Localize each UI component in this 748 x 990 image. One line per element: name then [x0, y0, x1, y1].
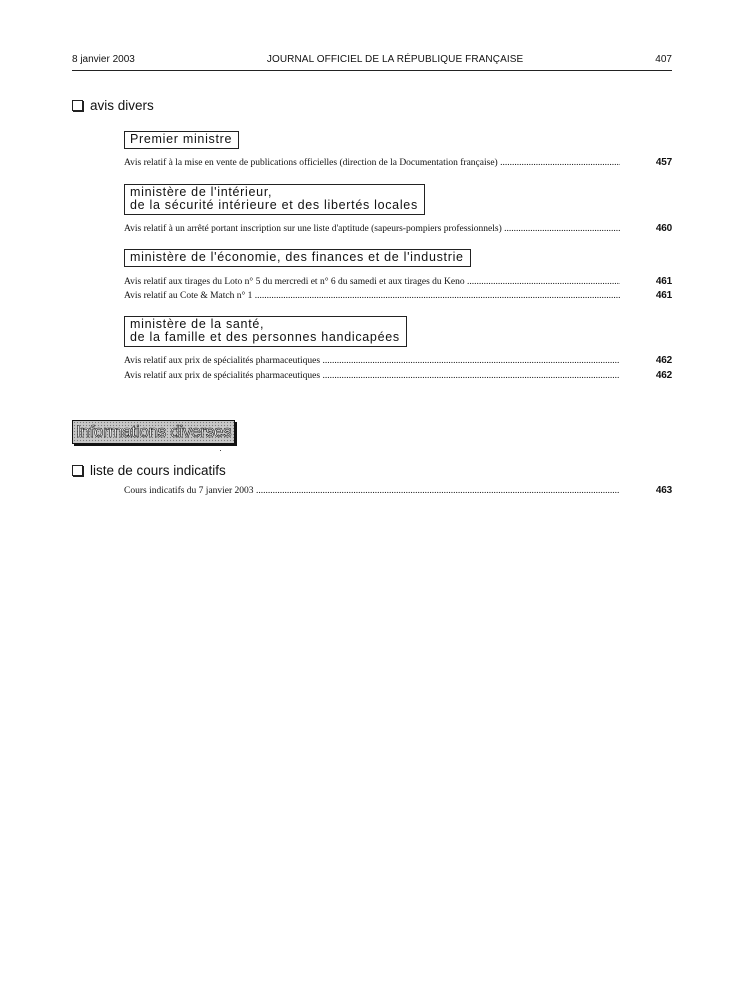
toc-entry[interactable]	[124, 222, 672, 235]
header-journal-title: JOURNAL OFFICIEL DE LA RÉPUBLIQUE FRANÇAISE	[266, 53, 524, 65]
section-heading-label: avis divers	[90, 98, 154, 113]
ministry-box-sante	[124, 316, 407, 347]
entry-page-number: 462	[655, 370, 672, 381]
entry-title: Avis relatif au Cote & Match n° 1 .....	[124, 290, 620, 303]
checkbox-bullet-icon	[72, 100, 83, 111]
ministry-box-premier-ministre	[124, 131, 239, 149]
ministry-label: ministère de l'économie, des finances et de l'industrie	[130, 250, 464, 264]
entry-page-number: 460	[655, 223, 672, 234]
entry-title: Avis relatif aux tirages du Loto n° 5 du mercredi et n° 6 du samedi et aux tirages du Keno .....	[124, 276, 620, 289]
ministry-label-line-1: ministère de l'intérieur,	[130, 185, 273, 199]
entry-title: Avis relatif à un arrêté portant inscription sur une liste d'aptitude (sapeurs-pompiers professionnels) .....	[124, 223, 620, 236]
entry-page-number: 462	[655, 355, 672, 366]
entry-title: Cours indicatifs du 7 janvier 2003 .....	[124, 485, 620, 498]
ministry-label-line-1: ministère de la santé,	[130, 317, 265, 331]
ministry-box-interieur	[124, 184, 425, 215]
page-header	[72, 50, 672, 68]
entry-title: Avis relatif à la mise en vente de publications officielles (direction de la Documentation française) .....	[124, 157, 620, 170]
section-heading-cours-indicatifs	[72, 463, 226, 478]
entry-title: Avis relatif aux prix de spécialités pharmaceutiques .....	[124, 370, 620, 383]
toc-entry[interactable]	[124, 354, 672, 367]
print-speck	[220, 450, 221, 451]
header-date: 8 janvier 2003	[72, 53, 135, 65]
ministry-label-line-2: de la famille et des personnes handicapées	[130, 330, 400, 344]
toc-entry[interactable]	[124, 484, 672, 497]
section-banner-informations-diverses: Informations diverses	[72, 420, 235, 444]
ministry-label-line-2: de la sécurité intérieure et des libertés locales	[130, 198, 418, 212]
toc-entry[interactable]	[124, 289, 672, 302]
checkbox-bullet-icon	[72, 465, 83, 476]
entry-page-number: 461	[655, 290, 672, 301]
entry-page-number: 463	[655, 485, 672, 496]
entry-title: Avis relatif aux prix de spécialités pharmaceutiques .....	[124, 355, 620, 368]
header-rule	[72, 70, 672, 71]
section-heading-label: liste de cours indicatifs	[90, 463, 226, 478]
entry-page-number: 457	[655, 157, 672, 168]
toc-entry[interactable]	[124, 156, 672, 169]
ministry-box-economie	[124, 249, 471, 267]
toc-entry[interactable]	[124, 275, 672, 288]
entry-page-number: 461	[655, 276, 672, 287]
toc-entry[interactable]	[124, 369, 672, 382]
ministry-label: Premier ministre	[130, 132, 233, 146]
header-page-number: 407	[655, 53, 672, 65]
section-heading-avis-divers	[72, 98, 154, 113]
